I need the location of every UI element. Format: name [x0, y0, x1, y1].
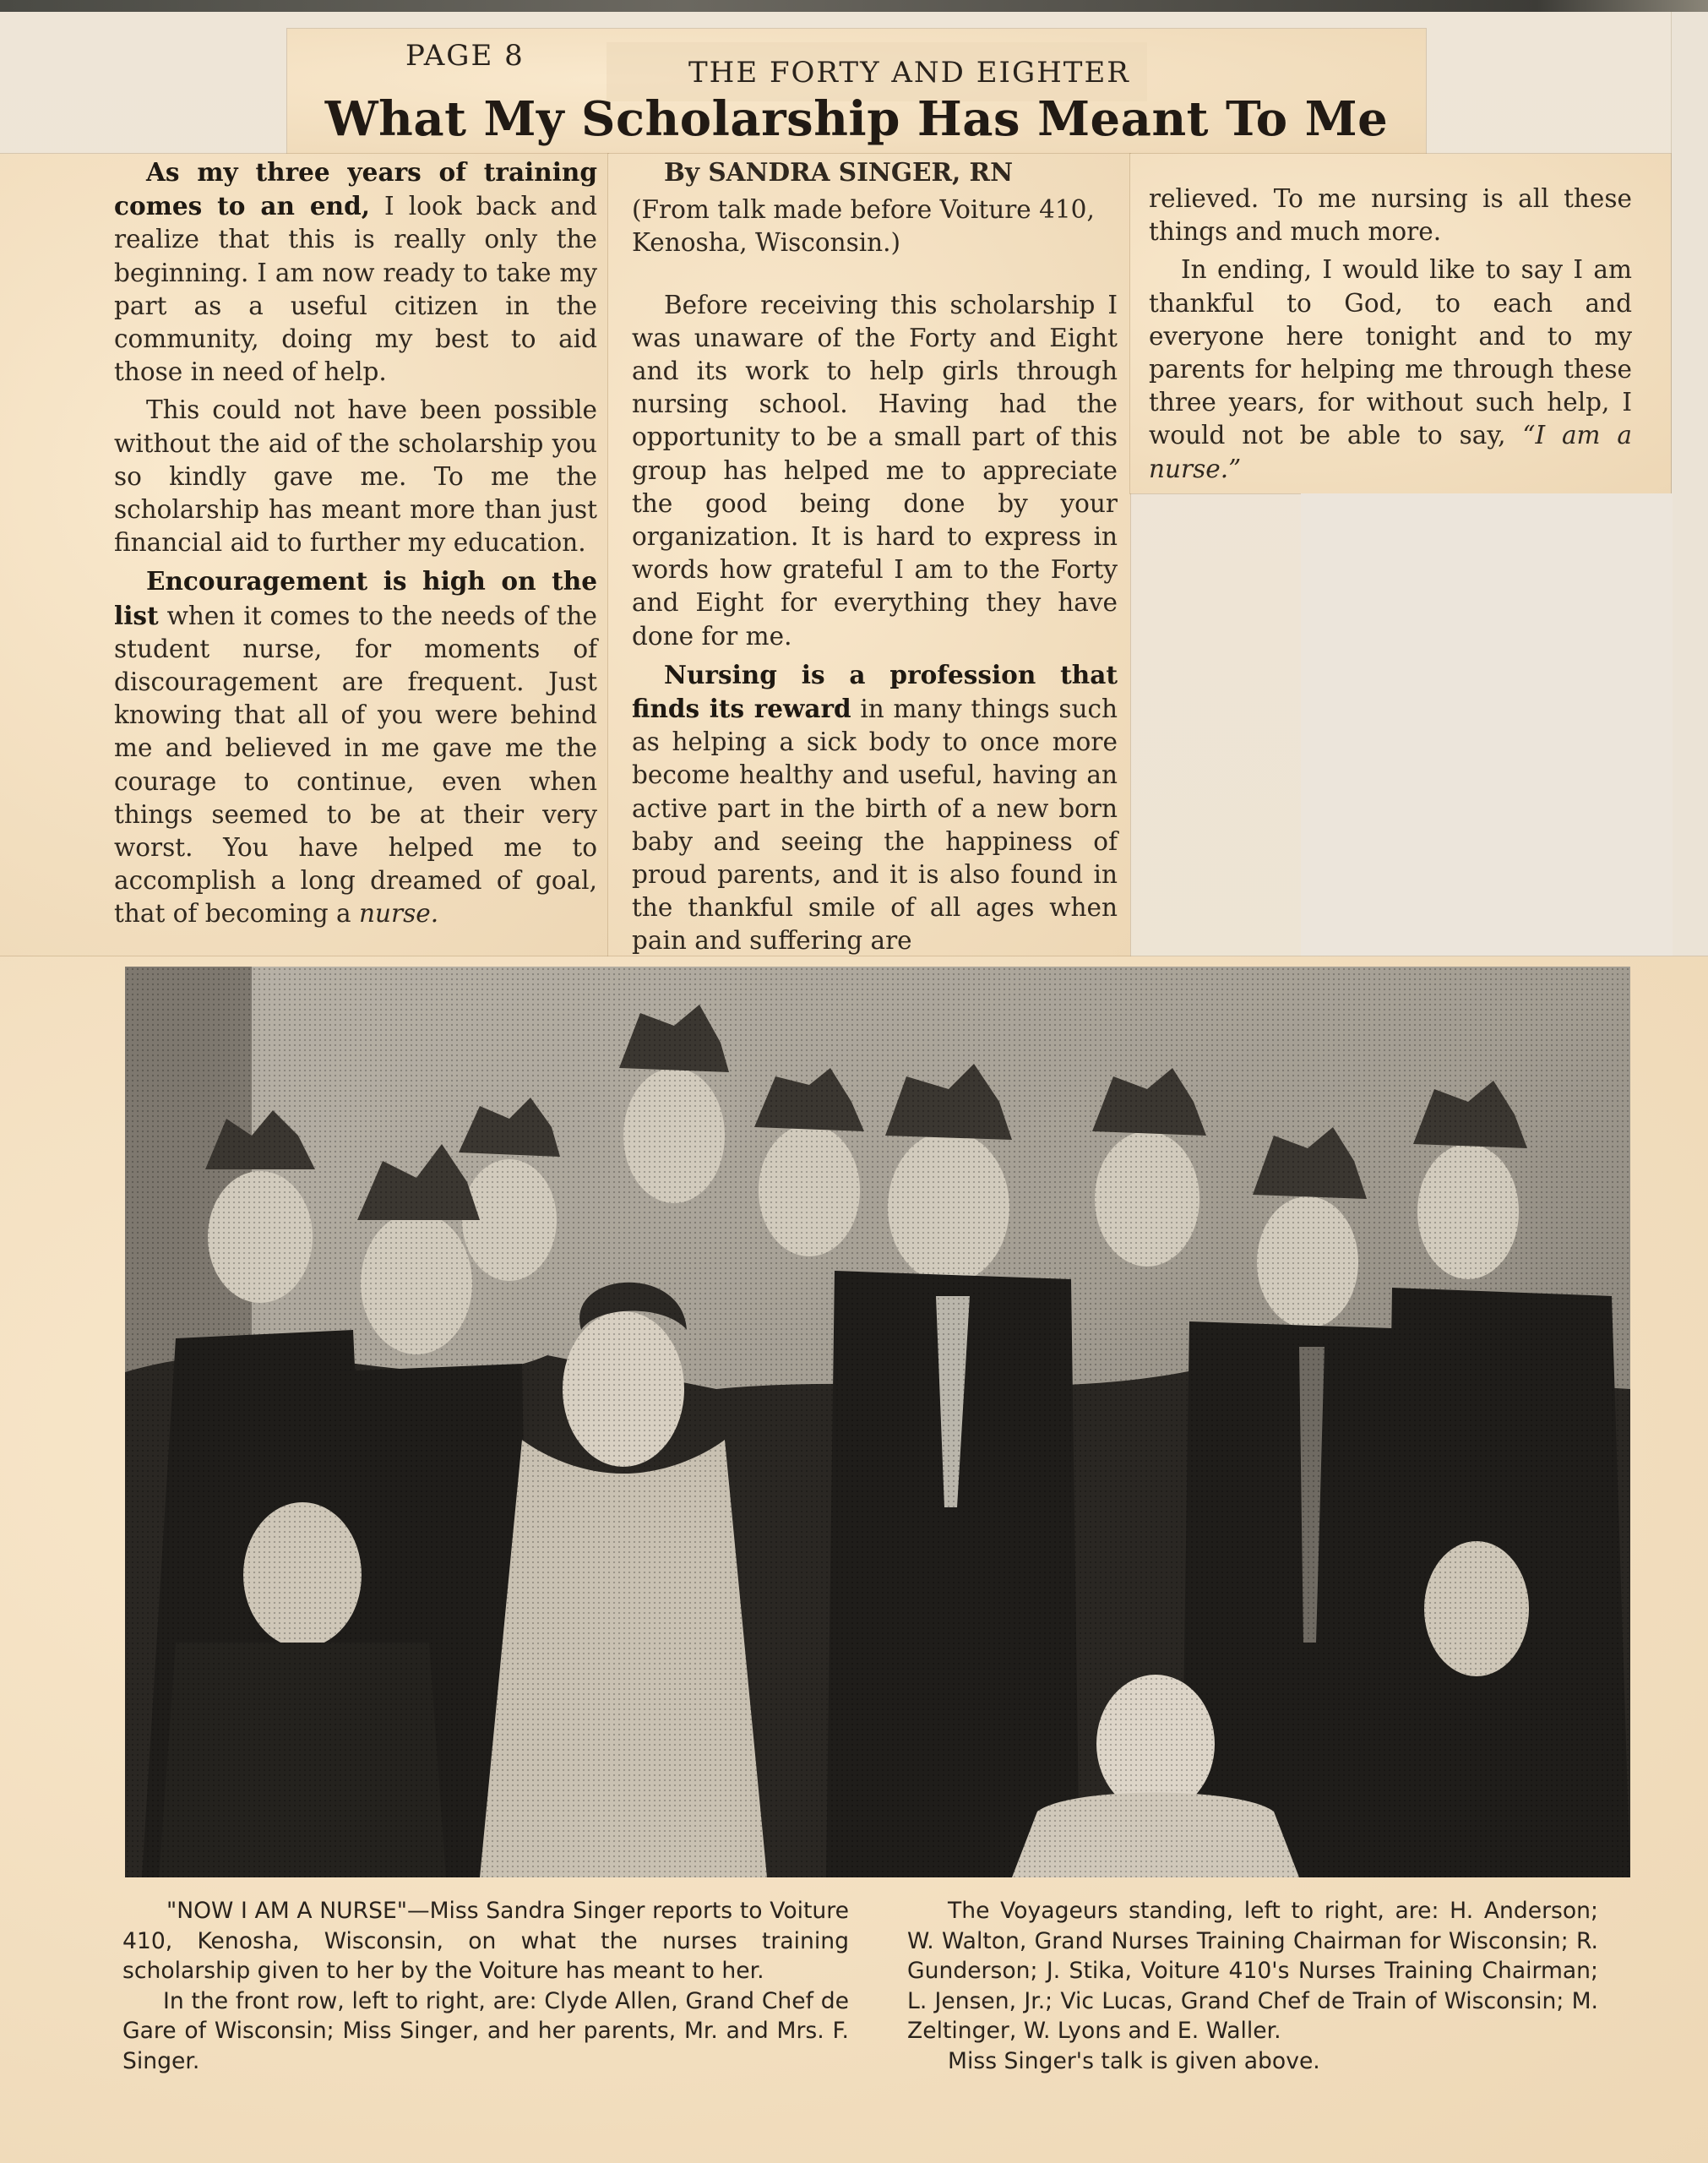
caption-paragraph: Miss Singer's talk is given above.	[948, 2047, 1320, 2074]
paragraph: Before receiving this scholarship I was unaware of the Forty and Eight and its work to help girls through nursing school. Having had the opportunity to be a small part of this group has helped me to appreciate the good being done by your organization. It is hard to express in words how grateful I am to the Forty and Eight for everything they have done for me.	[632, 290, 1118, 651]
article-column-1	[114, 155, 597, 931]
paragraph: relieved. To me nursing is all these things and much more.	[1149, 184, 1632, 247]
page-number: PAGE 8	[405, 39, 525, 73]
newspaper-name: THE FORTY AND EIGHTER	[688, 56, 1130, 90]
caption-paragraph: The Voyageurs standing, left to right, are: H. Anderson; W. Walton, Grand Nurses Training Chairman for Wisconsin; R. Gunderson; J. Stika, Voiture 410's Nurses Training Chairman; L. Jensen, Jr.; Vic Lucas, Grand Chef de Train of Wisconsin; M. Zeltinger, W. Lyons and E. Waller.	[907, 1898, 1598, 2045]
byline-note: (From talk made before Voiture 410, Kenosha, Wisconsin.)	[632, 195, 1095, 258]
article-column-2	[632, 155, 1118, 958]
byline: By SANDRA SINGER, RN	[664, 157, 1014, 187]
paragraph: In ending, I would like to say I am thankful to God, to each and everyone here tonight and to my parents for helping me through these three years, for without such help, I would not be able to say, “I am a nurse.”	[1149, 255, 1632, 483]
paragraph: As my three years of training comes to an end, I look back and realize that this is really only the beginning. I am now ready to take my part as a useful citizen in the community, doing my best to aid those in need of help.	[114, 157, 597, 387]
caption-paragraph: "NOW I AM A NURSE"—Miss Sandra Singer reports to Voiture 410, Kenosha, Wisconsin, on what the nurses training scholarship given to her by the Voiture has meant to her.	[122, 1898, 849, 1985]
group-photo	[125, 967, 1630, 1877]
caption-paragraph: In the front row, left to right, are: Clyde Allen, Grand Chef de Gare of Wisconsin; Miss Singer, and her parents, Mr. and Mrs. F. Singer.	[122, 1987, 849, 2074]
photo-caption-left	[122, 1896, 849, 2077]
paragraph: This could not have been possible without the aid of the scholarship you so kindly gave me. To me the scholarship has meant more than just financial aid to further my education.	[114, 395, 597, 558]
top-edge	[0, 0, 1708, 12]
page-title: What My Scholarship Has Meant To Me	[324, 91, 1389, 147]
group-photo-illustration	[125, 967, 1630, 1877]
photo-caption-right	[907, 1896, 1598, 2077]
paragraph: Encouragement is high on the list when it comes to the needs of the student nurse, for moments of discouragement are frequent. Just knowing that all of you were behind me and believed in me gave me the courage to continue, even when things seemed to be at their very worst. You have helped me to accomplish a long dreamed of goal, that of becoming a nurse.	[114, 566, 597, 929]
blank-board-area	[1301, 493, 1673, 956]
article-column-3	[1149, 183, 1632, 486]
paragraph: Nursing is a profession that finds its reward in many things such as helping a sick body to once more become healthy and useful, having an active part in the birth of a new born baby and seeing the happiness of proud parents, and it is also found in the thankful smile of all ages when pain and suffering are	[632, 659, 1118, 956]
